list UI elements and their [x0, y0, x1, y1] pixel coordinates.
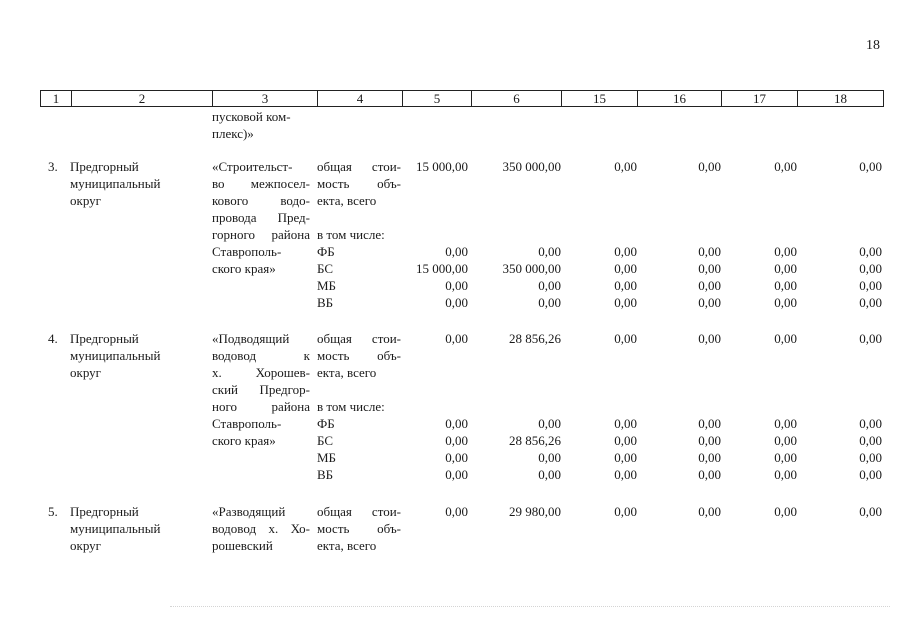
- header-cell: 1: [41, 91, 72, 106]
- budget-value: 0,00: [859, 278, 882, 293]
- budget-value: 0,00: [698, 433, 721, 448]
- budget-value: 0,00: [859, 467, 882, 482]
- budget-value: 0,00: [445, 416, 468, 431]
- budget-value: 0,00: [859, 450, 882, 465]
- header-cell: 5: [403, 91, 472, 106]
- total-value: 0,00: [774, 331, 797, 346]
- budget-value: 0,00: [614, 278, 637, 293]
- indicator-line: екта, всего: [317, 365, 377, 380]
- recipient-line: Предгорный: [70, 331, 139, 346]
- header-cell: 15: [562, 91, 638, 106]
- budget-value: 0,00: [774, 295, 797, 310]
- total-value: 0,00: [859, 331, 882, 346]
- budget-value: 0,00: [698, 295, 721, 310]
- object-line: «Подводящий: [212, 331, 290, 346]
- budget-value: 0,00: [614, 261, 637, 276]
- indicator-line: общая стои-: [317, 504, 401, 519]
- object-line: во межпосел-: [212, 176, 310, 191]
- recipient-line: муниципальный: [70, 348, 161, 363]
- budget-value: 0,00: [774, 467, 797, 482]
- budget-value: 0,00: [614, 433, 637, 448]
- budget-value: 0,00: [445, 467, 468, 482]
- object-line: «Строительст-: [212, 159, 293, 174]
- budget-value: 0,00: [698, 278, 721, 293]
- object-line: провода Пред-: [212, 210, 310, 225]
- indicator-line: екта, всего: [317, 538, 377, 553]
- in-that-number-label: в том числе:: [317, 399, 385, 414]
- budget-value: 0,00: [698, 261, 721, 276]
- budget-value: 15 000,00: [416, 261, 468, 276]
- object-line: «Разводящий: [212, 504, 286, 519]
- object-line: х. Хорошев-: [212, 365, 310, 380]
- object-line: ский Предгор-: [212, 382, 310, 397]
- budget-label: ФБ: [317, 244, 335, 259]
- budget-label: ВБ: [317, 467, 334, 482]
- budget-label: МБ: [317, 450, 337, 465]
- budget-value: 0,00: [538, 244, 561, 259]
- budget-value: 0,00: [859, 261, 882, 276]
- budget-value: 0,00: [614, 295, 637, 310]
- budget-value: 0,00: [859, 244, 882, 259]
- budget-value: 0,00: [774, 450, 797, 465]
- total-value: 0,00: [698, 331, 721, 346]
- budget-value: 0,00: [614, 244, 637, 259]
- budget-value: 0,00: [859, 295, 882, 310]
- budget-value: 0,00: [614, 450, 637, 465]
- total-value: 0,00: [445, 331, 468, 346]
- total-value: 0,00: [614, 159, 637, 174]
- indicator-line: общая стои-: [317, 331, 401, 346]
- budget-value: 0,00: [698, 450, 721, 465]
- budget-label: ВБ: [317, 295, 334, 310]
- budget-value: 0,00: [614, 467, 637, 482]
- recipient-line: Предгорный: [70, 159, 139, 174]
- recipient-line: Предгорный: [70, 504, 139, 519]
- budget-value: 0,00: [538, 295, 561, 310]
- object-line: водовод х. Хо-: [212, 521, 310, 536]
- budget-value: 0,00: [538, 278, 561, 293]
- budget-value: 0,00: [774, 416, 797, 431]
- budget-value: 0,00: [538, 467, 561, 482]
- total-value: 0,00: [614, 331, 637, 346]
- budget-value: 0,00: [614, 416, 637, 431]
- header-cell: 6: [472, 91, 562, 106]
- total-value: 0,00: [774, 504, 797, 519]
- budget-value: 0,00: [445, 295, 468, 310]
- object-line: горного района: [212, 227, 310, 242]
- budget-value: 0,00: [538, 416, 561, 431]
- budget-value: 0,00: [538, 450, 561, 465]
- recipient-line: муниципальный: [70, 521, 161, 536]
- object-line: Ставрополь-: [212, 416, 282, 431]
- budget-value: 0,00: [698, 244, 721, 259]
- header-cell: 4: [318, 91, 403, 106]
- continuation-line: плекс)»: [212, 126, 254, 141]
- budget-label: ФБ: [317, 416, 335, 431]
- header-cell: 3: [213, 91, 318, 106]
- budget-value: 0,00: [445, 433, 468, 448]
- budget-value: 0,00: [445, 278, 468, 293]
- budget-label: МБ: [317, 278, 337, 293]
- budget-value: 0,00: [774, 244, 797, 259]
- budget-value: 0,00: [774, 278, 797, 293]
- budget-label: БС: [317, 433, 334, 448]
- total-value: 28 856,26: [509, 331, 561, 346]
- object-line: ного района: [212, 399, 310, 414]
- recipient-line: округ: [70, 365, 101, 380]
- budget-value: 0,00: [445, 450, 468, 465]
- total-value: 29 980,00: [509, 504, 561, 519]
- continuation-line: пусковой ком-: [212, 109, 291, 124]
- object-line: рошевский: [212, 538, 273, 553]
- row-number: 4.: [48, 331, 58, 346]
- scan-noise-line: [170, 606, 890, 607]
- header-cell: 2: [72, 91, 213, 106]
- object-line: Ставрополь-: [212, 244, 282, 259]
- object-line: ского края»: [212, 433, 276, 448]
- budget-value: 28 856,26: [509, 433, 561, 448]
- total-value: 0,00: [859, 504, 882, 519]
- total-value: 0,00: [859, 159, 882, 174]
- total-value: 0,00: [698, 159, 721, 174]
- budget-value: 0,00: [698, 467, 721, 482]
- page-number: 18: [866, 38, 880, 53]
- recipient-line: округ: [70, 193, 101, 208]
- header-cell: 17: [722, 91, 798, 106]
- indicator-line: екта, всего: [317, 193, 377, 208]
- object-line: ского края»: [212, 261, 276, 276]
- budget-label: БС: [317, 261, 334, 276]
- total-value: 15 000,00: [416, 159, 468, 174]
- budget-value: 0,00: [445, 244, 468, 259]
- table-header: [40, 90, 884, 107]
- budget-value: 0,00: [774, 433, 797, 448]
- row-number: 3.: [48, 159, 58, 174]
- total-value: 0,00: [774, 159, 797, 174]
- total-value: 0,00: [614, 504, 637, 519]
- object-line: кового водо-: [212, 193, 310, 208]
- object-line: водовод к: [212, 348, 310, 363]
- budget-value: 0,00: [859, 433, 882, 448]
- indicator-line: мость объ-: [317, 176, 401, 191]
- recipient-line: муниципальный: [70, 176, 161, 191]
- recipient-line: округ: [70, 538, 101, 553]
- indicator-line: мость объ-: [317, 521, 401, 536]
- budget-value: 0,00: [859, 416, 882, 431]
- row-number: 5.: [48, 504, 58, 519]
- indicator-line: мость объ-: [317, 348, 401, 363]
- indicator-line: общая стои-: [317, 159, 401, 174]
- header-cell: 18: [834, 91, 847, 106]
- budget-value: 0,00: [698, 416, 721, 431]
- total-value: 0,00: [445, 504, 468, 519]
- in-that-number-label: в том числе:: [317, 227, 385, 242]
- budget-value: 350 000,00: [502, 261, 561, 276]
- header-cell: 16: [638, 91, 722, 106]
- total-value: 350 000,00: [502, 159, 561, 174]
- total-value: 0,00: [698, 504, 721, 519]
- budget-value: 0,00: [774, 261, 797, 276]
